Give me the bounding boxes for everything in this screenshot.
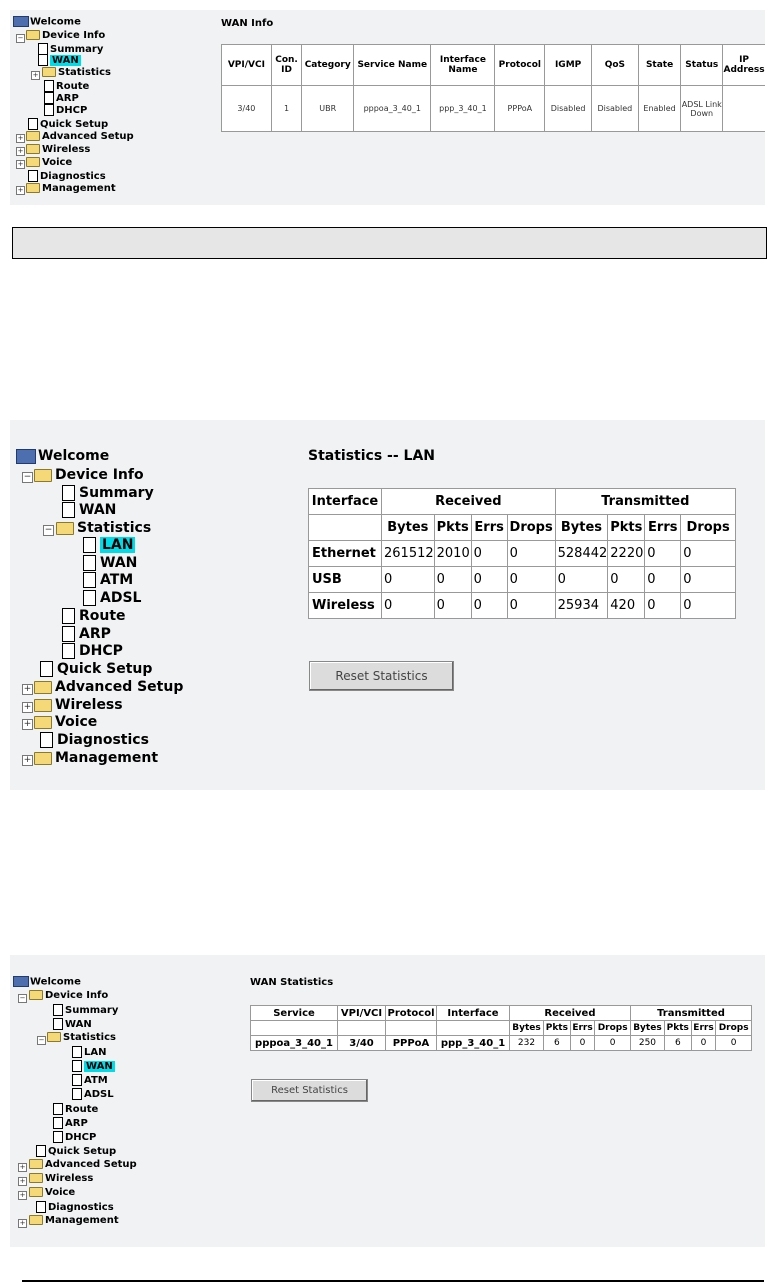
document-icon bbox=[62, 485, 75, 501]
tree-device-info[interactable]: Device Info bbox=[26, 30, 105, 41]
expand-icon[interactable]: + bbox=[17, 160, 24, 168]
document-icon bbox=[83, 590, 96, 606]
document-icon bbox=[62, 643, 75, 659]
document-icon bbox=[62, 608, 75, 624]
tree-wan[interactable]: WAN bbox=[62, 502, 116, 518]
document-icon bbox=[36, 1145, 46, 1157]
cell: 2010 bbox=[434, 541, 471, 567]
cell bbox=[723, 86, 765, 132]
expand-icon[interactable]: + bbox=[17, 134, 24, 142]
tree-dhcp[interactable]: DHCP bbox=[62, 643, 123, 659]
col-header: Errs bbox=[570, 1021, 595, 1036]
cell: 0 bbox=[434, 567, 471, 593]
tree-atm[interactable]: ATM bbox=[72, 1074, 108, 1086]
table-row bbox=[309, 567, 736, 593]
tree-welcome[interactable]: Welcome bbox=[16, 448, 109, 464]
folder-icon bbox=[26, 183, 40, 193]
document-icon bbox=[53, 1103, 63, 1115]
document-icon bbox=[53, 1004, 63, 1016]
col-header: Pkts bbox=[434, 515, 471, 541]
expand-icon[interactable]: + bbox=[23, 755, 32, 765]
tree-wireless[interactable]: Wireless bbox=[29, 1173, 93, 1184]
cell: Enabled bbox=[638, 86, 681, 132]
folder-icon bbox=[26, 157, 40, 167]
col-header: Drops bbox=[595, 1021, 631, 1036]
table-subheader-row bbox=[309, 515, 736, 541]
tree-wan[interactable]: WAN bbox=[38, 54, 81, 66]
cell: pppoa_3_40_1 bbox=[251, 1036, 338, 1051]
cell: ADSL Link Down bbox=[681, 86, 723, 132]
cell bbox=[251, 1021, 338, 1036]
tree-advanced-setup[interactable]: Advanced Setup bbox=[29, 1159, 137, 1170]
row-label: Wireless bbox=[309, 593, 382, 619]
expand-icon[interactable]: + bbox=[17, 186, 24, 194]
cell bbox=[338, 1021, 386, 1036]
table-header-row bbox=[222, 45, 766, 86]
col-header: Transmitted bbox=[555, 489, 735, 515]
expand-icon[interactable]: + bbox=[23, 684, 32, 694]
collapse-icon[interactable]: − bbox=[19, 994, 26, 1002]
document-icon bbox=[72, 1088, 82, 1100]
table-subheader-row bbox=[251, 1021, 752, 1036]
tree-quick-setup[interactable]: Quick Setup bbox=[36, 1145, 116, 1157]
tree-arp[interactable]: ARP bbox=[62, 626, 111, 642]
collapse-icon[interactable]: − bbox=[23, 472, 32, 482]
tree-management[interactable]: Management bbox=[29, 1215, 119, 1226]
reset-statistics-button[interactable]: Reset Statistics bbox=[251, 1079, 368, 1102]
col-header: Pkts bbox=[664, 1021, 691, 1036]
cell: ppp_3_40_1 bbox=[431, 86, 495, 132]
expand-icon[interactable]: + bbox=[23, 702, 32, 712]
tree-voice[interactable]: Voice bbox=[26, 157, 72, 168]
cell: 0 bbox=[382, 567, 435, 593]
tree-adsl[interactable]: ADSL bbox=[83, 590, 141, 606]
folder-open-icon bbox=[34, 469, 52, 482]
tree-statistics[interactable]: Statistics bbox=[56, 520, 151, 536]
expand-icon[interactable]: + bbox=[23, 719, 32, 729]
page-title: WAN Info bbox=[221, 18, 274, 29]
tree-wireless[interactable]: Wireless bbox=[26, 144, 90, 155]
document-icon bbox=[44, 92, 54, 104]
cell bbox=[386, 1021, 437, 1036]
cell: 0 bbox=[507, 541, 555, 567]
col-header: VPI/VCI bbox=[338, 1006, 386, 1021]
table-header-row bbox=[251, 1006, 752, 1021]
col-header: Service bbox=[251, 1006, 338, 1021]
tree-lan[interactable]: LAN bbox=[83, 537, 135, 553]
expand-icon[interactable]: + bbox=[19, 1219, 26, 1227]
cell: 0 bbox=[507, 593, 555, 619]
document-icon bbox=[36, 1201, 46, 1213]
folder-icon bbox=[29, 1215, 43, 1225]
tree-route[interactable]: Route bbox=[62, 608, 126, 624]
col-header: State bbox=[638, 45, 681, 86]
tree-welcome[interactable]: Welcome bbox=[13, 976, 81, 988]
tree-voice[interactable]: Voice bbox=[29, 1187, 75, 1198]
expand-icon[interactable]: + bbox=[17, 147, 24, 155]
folder-icon bbox=[34, 716, 52, 729]
tree-device-info[interactable]: Device Info bbox=[34, 467, 144, 483]
tree-stats-wan[interactable]: WAN bbox=[72, 1060, 115, 1072]
table-row bbox=[309, 541, 736, 567]
col-header: Protocol bbox=[387, 1007, 435, 1019]
collapse-icon[interactable]: − bbox=[17, 34, 24, 42]
cell: 3/40 bbox=[222, 86, 272, 132]
cell: PPPoA bbox=[386, 1036, 437, 1051]
tree-dhcp[interactable]: DHCP bbox=[53, 1131, 96, 1143]
col-header: Received bbox=[382, 489, 556, 515]
cell: 2220 bbox=[608, 541, 645, 567]
cell: 0 bbox=[595, 1036, 631, 1051]
document-icon bbox=[53, 1131, 63, 1143]
wan-statistics-table bbox=[250, 1005, 752, 1051]
cell: 0 bbox=[645, 541, 681, 567]
document-icon bbox=[83, 555, 96, 571]
cell: 25934 bbox=[555, 593, 608, 619]
document-icon bbox=[38, 54, 48, 66]
col-header: Service Name bbox=[354, 45, 431, 86]
cell: 0 bbox=[471, 593, 507, 619]
footer-rule bbox=[22, 1280, 764, 1282]
col-header: Errs bbox=[691, 1021, 716, 1036]
document-icon bbox=[83, 572, 96, 588]
document-icon bbox=[28, 170, 38, 182]
page-title: WAN Statistics bbox=[250, 977, 334, 988]
cell: pppoa_3_40_1 bbox=[354, 86, 431, 132]
document-icon bbox=[44, 104, 54, 116]
cell: 0 bbox=[681, 593, 736, 619]
folder-open-icon bbox=[29, 990, 43, 1000]
caption-box bbox=[12, 227, 767, 259]
cell bbox=[437, 1021, 510, 1036]
cell: 0 bbox=[555, 567, 608, 593]
cell bbox=[309, 515, 382, 541]
folder-icon bbox=[42, 67, 56, 77]
tree-route[interactable]: Route bbox=[53, 1103, 98, 1115]
col-header: Interface bbox=[309, 489, 382, 515]
expand-icon[interactable]: + bbox=[19, 1177, 26, 1185]
cell: 261512 bbox=[382, 541, 435, 567]
document-icon bbox=[72, 1074, 82, 1086]
col-header: Transmitted bbox=[630, 1006, 751, 1021]
tree-diagnostics[interactable]: Diagnostics bbox=[36, 1201, 114, 1213]
cell: 0 bbox=[681, 541, 736, 567]
tree-arp[interactable]: ARP bbox=[44, 92, 79, 104]
col-header: Bytes bbox=[510, 1021, 544, 1036]
folder-icon bbox=[34, 752, 52, 765]
cell: 0 bbox=[681, 567, 736, 593]
col-header: Drops bbox=[507, 515, 555, 541]
tree-summary[interactable]: Summary bbox=[38, 43, 103, 55]
tree-diagnostics[interactable]: Diagnostics bbox=[28, 170, 106, 182]
collapse-icon[interactable]: − bbox=[38, 1036, 45, 1044]
col-header: Protocol bbox=[495, 45, 545, 86]
col-header: Con. ID bbox=[271, 45, 301, 86]
cell: 0 bbox=[570, 1036, 595, 1051]
document-icon bbox=[83, 537, 96, 553]
tree-diagnostics[interactable]: Diagnostics bbox=[40, 732, 149, 748]
document-icon bbox=[62, 502, 75, 518]
tree-summary[interactable]: Summary bbox=[53, 1004, 118, 1016]
computer-icon bbox=[13, 16, 29, 27]
folder-icon bbox=[29, 1187, 43, 1197]
cell: 0 bbox=[382, 593, 435, 619]
cell: 1 bbox=[271, 86, 301, 132]
tree-advanced-setup[interactable]: Advanced Setup bbox=[34, 679, 183, 695]
tree-dhcp[interactable]: DHCP bbox=[44, 104, 87, 116]
document-icon bbox=[44, 80, 54, 92]
col-header: Bytes bbox=[555, 515, 608, 541]
cell: 0 bbox=[471, 541, 507, 567]
computer-icon bbox=[13, 976, 29, 987]
document-icon bbox=[72, 1046, 82, 1058]
folder-icon bbox=[26, 131, 40, 141]
cell: 0 bbox=[608, 567, 645, 593]
col-header: Category bbox=[302, 45, 354, 86]
document-icon bbox=[40, 732, 53, 748]
tree-arp[interactable]: ARP bbox=[53, 1117, 88, 1129]
tree-quick-setup[interactable]: Quick Setup bbox=[28, 118, 108, 130]
document-icon bbox=[53, 1018, 63, 1030]
cell: 0 bbox=[507, 567, 555, 593]
col-header: Errs bbox=[645, 515, 681, 541]
folder-icon bbox=[29, 1159, 43, 1169]
expand-icon[interactable]: + bbox=[32, 71, 39, 79]
cell: 0 bbox=[645, 567, 681, 593]
col-header: Bytes bbox=[630, 1021, 664, 1036]
tree-wireless[interactable]: Wireless bbox=[34, 697, 123, 713]
col-header: IP Address bbox=[723, 45, 765, 86]
cell: 0 bbox=[434, 593, 471, 619]
col-header: Drops bbox=[716, 1021, 752, 1036]
lan-statistics-screenshot bbox=[10, 420, 765, 790]
row-label: USB bbox=[309, 567, 382, 593]
tree-adsl[interactable]: ADSL bbox=[72, 1088, 114, 1100]
document-icon bbox=[40, 661, 53, 677]
cell: PPPoA bbox=[495, 86, 545, 132]
col-header: Errs bbox=[471, 515, 507, 541]
tree-welcome[interactable]: Welcome bbox=[13, 16, 81, 28]
tree-stats-wan[interactable]: WAN bbox=[83, 555, 137, 571]
computer-icon bbox=[16, 449, 36, 464]
folder-icon bbox=[29, 1173, 43, 1183]
table-row bbox=[222, 86, 766, 132]
tree-route[interactable]: Route bbox=[44, 80, 89, 92]
tree-summary[interactable]: Summary bbox=[62, 485, 154, 501]
tree-voice[interactable]: Voice bbox=[34, 714, 97, 730]
tree-statistics[interactable]: Statistics bbox=[42, 67, 111, 78]
wan-info-screenshot bbox=[10, 10, 765, 205]
tree-management[interactable]: Management bbox=[26, 183, 116, 194]
col-header: VPI/VCI bbox=[222, 45, 272, 86]
cell: 250 bbox=[630, 1036, 664, 1051]
col-header: Interface bbox=[437, 1006, 510, 1021]
cell: 0 bbox=[716, 1036, 752, 1051]
tree-statistics[interactable]: Statistics bbox=[47, 1032, 116, 1043]
tree-lan[interactable]: LAN bbox=[72, 1046, 106, 1058]
cell: 0 bbox=[645, 593, 681, 619]
cell: 232 bbox=[510, 1036, 544, 1051]
cell: 0 bbox=[691, 1036, 716, 1051]
tree-quick-setup[interactable]: Quick Setup bbox=[40, 661, 152, 677]
table-row bbox=[309, 593, 736, 619]
collapse-icon[interactable]: − bbox=[44, 525, 53, 535]
folder-open-icon bbox=[26, 30, 40, 40]
table-row bbox=[251, 1036, 752, 1051]
col-header: Pkts bbox=[543, 1021, 570, 1036]
wan-info-table bbox=[221, 44, 765, 132]
cell: Disabled bbox=[591, 86, 638, 132]
folder-open-icon bbox=[47, 1032, 61, 1042]
col-header: QoS bbox=[591, 45, 638, 86]
expand-icon[interactable]: + bbox=[19, 1191, 26, 1199]
document-icon bbox=[53, 1117, 63, 1129]
cell: 3/40 bbox=[338, 1036, 386, 1051]
cell: 528442 bbox=[555, 541, 608, 567]
tree-advanced-setup[interactable]: Advanced Setup bbox=[26, 131, 134, 142]
reset-statistics-button[interactable]: Reset Statistics bbox=[309, 661, 454, 691]
folder-icon bbox=[26, 144, 40, 154]
document-icon bbox=[72, 1060, 82, 1072]
cell: UBR bbox=[302, 86, 354, 132]
col-header: Interface Name bbox=[431, 45, 495, 86]
lan-statistics-table bbox=[308, 488, 736, 619]
tree-wan[interactable]: WAN bbox=[53, 1018, 92, 1030]
col-header: Pkts bbox=[608, 515, 645, 541]
folder-open-icon bbox=[56, 522, 74, 535]
cell: 6 bbox=[664, 1036, 691, 1051]
page-title: Statistics -- LAN bbox=[308, 448, 436, 464]
tree-device-info[interactable]: Device Info bbox=[29, 990, 108, 1001]
tree-management[interactable]: Management bbox=[34, 750, 158, 766]
document-icon bbox=[62, 626, 75, 642]
cell: Disabled bbox=[545, 86, 592, 132]
document-icon bbox=[28, 118, 38, 130]
col-header: Status bbox=[681, 45, 723, 86]
folder-icon bbox=[34, 699, 52, 712]
col-header: Bytes bbox=[382, 515, 435, 541]
row-label: Ethernet bbox=[309, 541, 382, 567]
cell: 420 bbox=[608, 593, 645, 619]
cell: 6 bbox=[543, 1036, 570, 1051]
wan-statistics-screenshot bbox=[10, 955, 765, 1247]
cell: 0 bbox=[471, 567, 507, 593]
folder-icon bbox=[34, 681, 52, 694]
expand-icon[interactable]: + bbox=[19, 1163, 26, 1171]
cell: ppp_3_40_1 bbox=[437, 1036, 510, 1051]
col-header: Received bbox=[510, 1006, 631, 1021]
col-header: Drops bbox=[681, 515, 736, 541]
col-header: IGMP bbox=[545, 45, 592, 86]
table-header-row bbox=[309, 489, 736, 515]
tree-atm[interactable]: ATM bbox=[83, 572, 133, 588]
